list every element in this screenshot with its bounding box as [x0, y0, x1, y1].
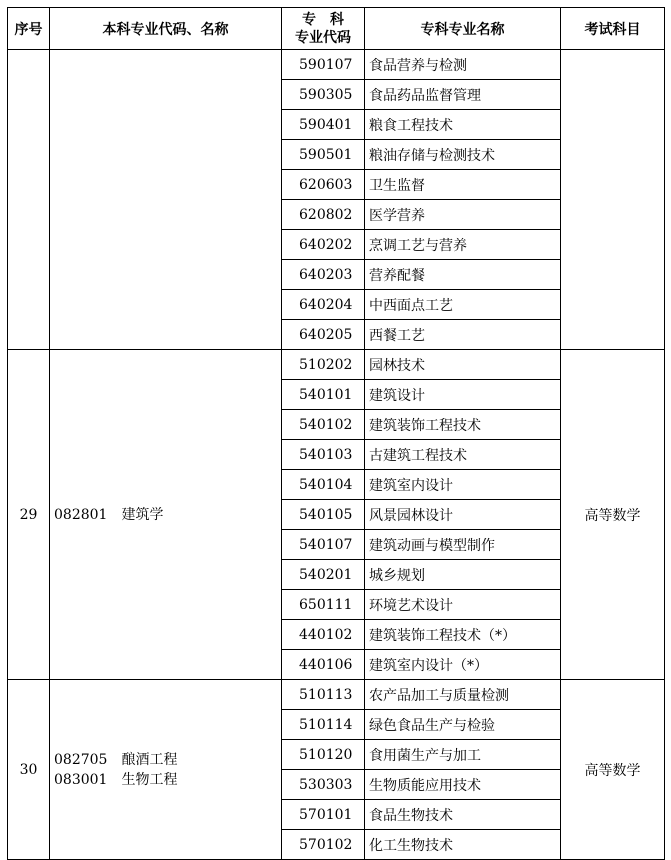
table-row: [8, 350, 665, 380]
exam-subject-cell: [561, 50, 665, 350]
junior-major-code: 590107: [282, 50, 365, 80]
header-exam: 考试科目: [561, 8, 665, 50]
junior-major-code: 540102: [282, 410, 365, 440]
major-table: [7, 7, 665, 860]
junior-major-code: 540105: [282, 500, 365, 530]
junior-major-code: 590401: [282, 110, 365, 140]
junior-major-name: 食品生物技术: [365, 800, 561, 830]
junior-major-name: 食品营养与检测: [365, 50, 561, 80]
junior-major-code: 620603: [282, 170, 365, 200]
junior-major-name: 风景园林设计: [365, 500, 561, 530]
seq-cell: 29: [8, 350, 50, 680]
header-bachelor-major: 本科专业代码、名称: [50, 8, 282, 50]
bachelor-major-name: 酿酒工程: [121, 751, 178, 768]
junior-major-code: 540201: [282, 560, 365, 590]
junior-major-code: 510120: [282, 740, 365, 770]
junior-major-name: 粮食工程技术: [365, 110, 561, 140]
header-junior-code-line2: 专业代码: [295, 29, 351, 46]
junior-major-code: 570102: [282, 830, 365, 860]
junior-major-name: 烹调工艺与营养: [365, 230, 561, 260]
junior-major-name: 营养配餐: [365, 260, 561, 290]
junior-major-name: 古建筑工程技术: [365, 440, 561, 470]
junior-major-code: 640202: [282, 230, 365, 260]
junior-major-code: 440102: [282, 620, 365, 650]
junior-major-code: 540107: [282, 530, 365, 560]
junior-major-name: 建筑动画与模型制作: [365, 530, 561, 560]
junior-major-code: 650111: [282, 590, 365, 620]
header-junior-name: 专科专业名称: [365, 8, 561, 50]
junior-major-name: 西餐工艺: [365, 320, 561, 350]
junior-major-name: 食用菌生产与加工: [365, 740, 561, 770]
junior-major-name: 粮油存储与检测技术: [365, 140, 561, 170]
junior-major-name: 绿色食品生产与检验: [365, 710, 561, 740]
junior-major-name: 建筑室内设计（*）: [365, 650, 561, 680]
junior-major-code: 540104: [282, 470, 365, 500]
junior-major-code: 530303: [282, 770, 365, 800]
junior-major-name: 建筑室内设计: [365, 470, 561, 500]
seq-cell: [8, 50, 50, 350]
table-row: [8, 680, 665, 710]
junior-major-code: 640203: [282, 260, 365, 290]
bachelor-major-code: 082705: [54, 751, 108, 768]
bachelor-major-entry: [54, 505, 281, 525]
bachelor-major-name: 建筑学: [121, 506, 164, 523]
junior-major-code: 440106: [282, 650, 365, 680]
junior-major-code: 540103: [282, 440, 365, 470]
junior-major-name: 卫生监督: [365, 170, 561, 200]
junior-major-code: 540101: [282, 380, 365, 410]
junior-major-name: 环境艺术设计: [365, 590, 561, 620]
bachelor-major-cell: [50, 50, 282, 350]
junior-major-code: 570101: [282, 800, 365, 830]
junior-major-name: 化工生物技术: [365, 830, 561, 860]
bachelor-major-entry: [54, 770, 281, 790]
bachelor-major-entry: [54, 750, 281, 770]
bachelor-major-code: 083001: [54, 771, 108, 788]
junior-major-code: 590501: [282, 140, 365, 170]
header-junior-code: [282, 8, 365, 50]
bachelor-major-name: 生物工程: [121, 771, 178, 788]
junior-major-name: 医学营养: [365, 200, 561, 230]
exam-subject-cell: 高等数学: [561, 680, 665, 860]
junior-major-code: 590305: [282, 80, 365, 110]
junior-major-name: 城乡规划: [365, 560, 561, 590]
seq-cell: 30: [8, 680, 50, 860]
junior-major-code: 510113: [282, 680, 365, 710]
bachelor-major-code: 082801: [54, 506, 108, 523]
junior-major-code: 510202: [282, 350, 365, 380]
junior-major-name: 食品药品监督管理: [365, 80, 561, 110]
junior-major-code: 510114: [282, 710, 365, 740]
junior-major-name: 建筑装饰工程技术: [365, 410, 561, 440]
junior-major-name: 生物质能应用技术: [365, 770, 561, 800]
junior-major-name: 园林技术: [365, 350, 561, 380]
junior-major-name: 建筑设计: [365, 380, 561, 410]
junior-major-name: 建筑装饰工程技术（*）: [365, 620, 561, 650]
exam-subject-cell: 高等数学: [561, 350, 665, 680]
header-junior-code-line1: 专 科: [302, 11, 344, 28]
junior-major-code: 620802: [282, 200, 365, 230]
header-row: [8, 8, 665, 50]
header-seq: 序号: [8, 8, 50, 50]
junior-major-name: 农产品加工与质量检测: [365, 680, 561, 710]
bachelor-major-cell: [50, 350, 282, 680]
junior-major-code: 640205: [282, 320, 365, 350]
table-row: [8, 50, 665, 80]
bachelor-major-cell: [50, 680, 282, 860]
junior-major-name: 中西面点工艺: [365, 290, 561, 320]
junior-major-code: 640204: [282, 290, 365, 320]
